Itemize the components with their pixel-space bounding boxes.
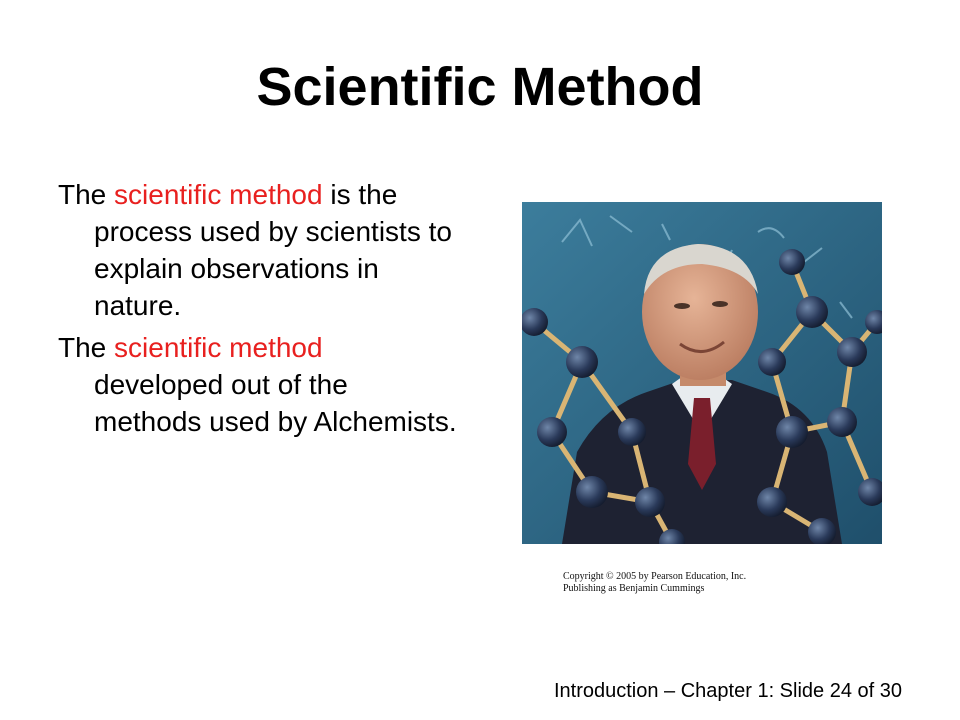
bullet-1-text-end: is the process used by scientists to explain observations in nature. xyxy=(94,179,452,321)
bullet-2-text-end: developed out of the methods used by Alchemists. xyxy=(94,369,457,437)
slide-footer: Introduction – Chapter 1: Slide 24 of 30 xyxy=(553,680,902,702)
copyright-notice xyxy=(563,571,843,595)
bullet-2-highlight: scientific method xyxy=(114,332,323,363)
bullet-item-1 xyxy=(58,176,458,324)
copyright-line-1: Copyright © 2005 by Pearson Education, Inc. xyxy=(563,571,747,582)
bullet-1-highlight: scientific method xyxy=(114,179,323,210)
bullet-list xyxy=(58,176,458,445)
bullet-2-text-start: The xyxy=(58,332,115,363)
slide-title: Scientific Method xyxy=(256,57,704,117)
copyright-line-2: Publishing as Benjamin Cummings xyxy=(563,583,705,594)
bullet-1-text-start: The xyxy=(58,179,115,210)
scientist-photo xyxy=(522,202,882,544)
bullet-item-2 xyxy=(58,329,458,440)
